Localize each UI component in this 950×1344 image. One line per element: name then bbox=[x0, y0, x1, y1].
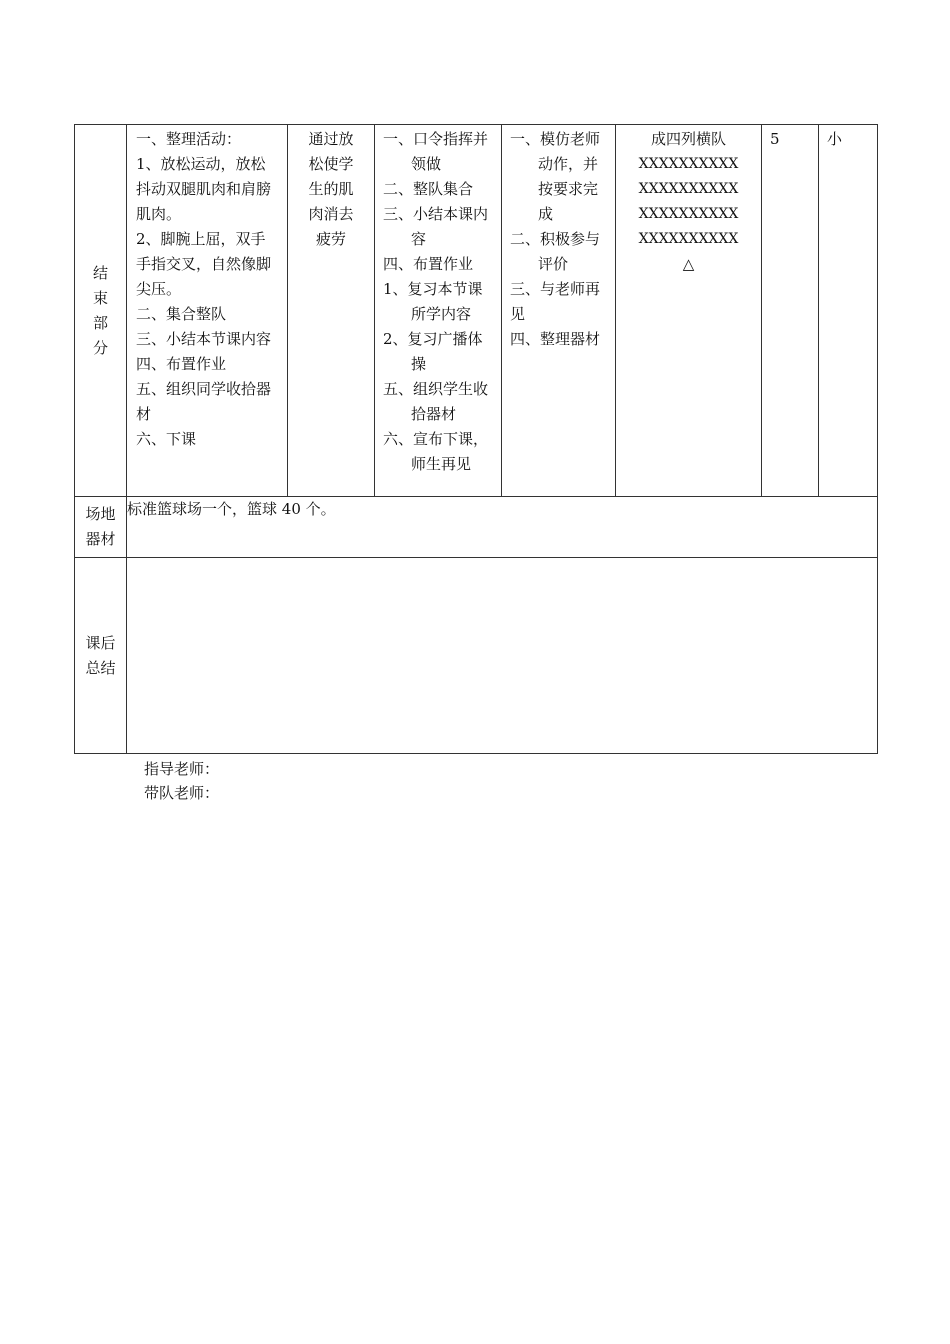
goal-cell bbox=[288, 125, 375, 497]
intensity-cell bbox=[819, 125, 878, 497]
content-cell bbox=[127, 125, 288, 497]
content-line: 四、布置作业 bbox=[136, 355, 227, 373]
content-line: 五、组织同学收拾器材 bbox=[136, 380, 272, 423]
time-cell bbox=[762, 125, 819, 497]
venue-content bbox=[127, 497, 878, 558]
formation-row: XXXXXXXXXX bbox=[638, 181, 739, 197]
formation-row: XXXXXXXXXX bbox=[638, 231, 739, 247]
teacher-line: 四、布置作业 bbox=[383, 255, 474, 273]
end-section-label: 结 束 部 分 bbox=[75, 125, 127, 497]
teacher-line: 五、组织学生收拾器材 bbox=[383, 380, 489, 423]
content-line: 1、放松运动，放松抖动双腿肌肉和肩膀肌肉。 bbox=[136, 155, 272, 223]
teacher-cell bbox=[375, 125, 502, 497]
goal-text: 通过放松使学生的肌肉消去疲劳 bbox=[308, 130, 354, 248]
student-line: 三、与老师再见 bbox=[510, 280, 601, 323]
venue-text: 标准篮球场一个，篮球 40 个。 bbox=[127, 500, 336, 518]
student-line: 四、整理器材 bbox=[510, 330, 601, 348]
formation-row: XXXXXXXXXX bbox=[638, 156, 739, 172]
summary-content bbox=[127, 558, 878, 754]
teacher-line: 二、整队集合 bbox=[383, 180, 474, 198]
teacher-line: 一、口令指挥并领做 bbox=[383, 130, 489, 173]
student-cell bbox=[502, 125, 616, 497]
teacher-line: 2、复习广播体操 bbox=[383, 330, 483, 373]
teacher-position-icon: △ bbox=[682, 255, 695, 273]
venue-label: 场地 器材 bbox=[75, 497, 127, 558]
venue-row bbox=[75, 497, 878, 558]
guide-teacher-line: 指导老师： bbox=[144, 760, 220, 778]
teacher-line: 1、复习本节课所学内容 bbox=[383, 280, 483, 323]
content-line: 2、脚腕上屈，双手手指交叉，自然像脚尖压。 bbox=[136, 230, 272, 298]
teacher-line: 三、小结本课内容 bbox=[383, 205, 489, 248]
formation-row: XXXXXXXXXX bbox=[638, 206, 739, 222]
teacher-line: 六、宣布下课，师生再见 bbox=[383, 430, 489, 473]
formation-cell bbox=[616, 125, 762, 497]
summary-row bbox=[75, 558, 878, 754]
intensity-value: 小 bbox=[827, 130, 843, 148]
content-line: 二、集合整队 bbox=[136, 305, 227, 323]
content-line: 三、小结本节课内容 bbox=[136, 330, 272, 348]
student-line: 一、模仿老师动作，并按要求完成 bbox=[510, 130, 601, 223]
summary-label: 课后 总结 bbox=[75, 558, 127, 754]
end-section-row bbox=[75, 125, 878, 497]
lesson-plan-table bbox=[74, 124, 878, 754]
time-value: 5 bbox=[770, 130, 780, 148]
student-line: 二、积极参与评价 bbox=[510, 230, 601, 273]
content-line: 六、下课 bbox=[136, 430, 197, 448]
lead-teacher-line: 带队老师： bbox=[144, 784, 220, 802]
formation-title: 成四列横队 bbox=[650, 130, 726, 148]
content-line: 一、整理活动： bbox=[136, 130, 242, 148]
